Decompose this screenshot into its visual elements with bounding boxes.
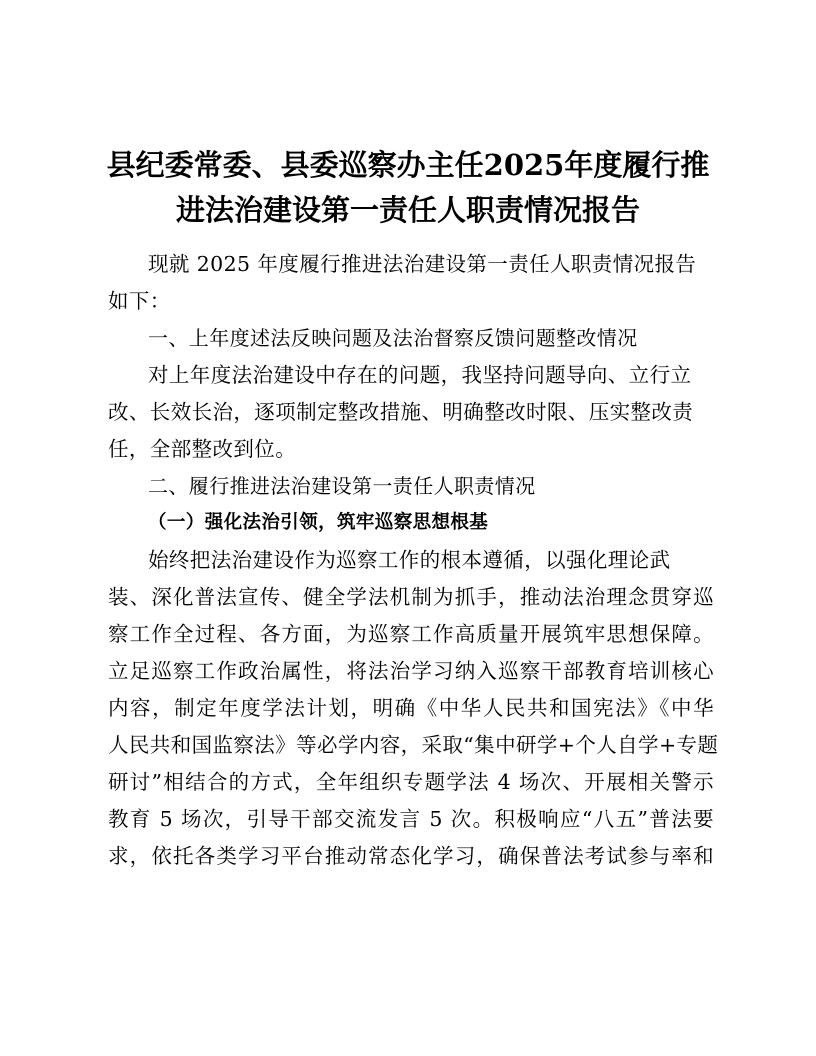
subsection-1-body-line-2: 装、深化普法宣传、健全学法机制为抓手，推动法治理念贯穿巡: [108, 585, 714, 609]
intro-line-2: 如下：: [108, 289, 171, 313]
subsection-1-body-line-4: 立足巡察工作政治属性，将法治学习纳入巡察干部教育培训核心: [108, 659, 714, 683]
subsection-1-body-line-3: 察工作全过程、各方面，为巡察工作高质量开展筑牢思想保障。: [108, 622, 714, 646]
intro-line-1: 现就 2025 年度履行推进法治建设第一责任人职责情况报告: [148, 252, 697, 276]
section-1-body-line-2: 改、长效长治，逐项制定整改措施、明确整改时限、压实整改责: [108, 400, 694, 424]
subsection-1-body-line-1: 始终把法治建设作为巡察工作的根本遵循，以强化理论武: [148, 548, 671, 572]
subsection-1-body-line-5: 内容，制定年度学法计划，明确《中华人民共和国宪法》《中华: [108, 696, 714, 720]
subsection-1-body-line-6: 人民共和国监察法》等必学内容，采取“集中研学+个人自学+专题: [108, 733, 719, 757]
subsection-1-body-line-9: 求，依托各类学习平台推动常态化学习，确保普法考试参与率和: [108, 844, 714, 868]
section-1-body-line-1: 对上年度法治建设中存在的问题，我坚持问题导向、立行立: [148, 363, 692, 387]
section-2-heading: 二、履行推进法治建设第一责任人职责情况: [148, 474, 536, 498]
subsection-1-heading: （一）强化法治引领，筑牢巡察思想根基: [148, 512, 489, 533]
section-1-body-line-3: 任，全部整改到位。: [108, 437, 297, 461]
subsection-1-body-line-7: 研讨”相结合的方式，全年组织专题学法 4 场次、开展相关警示: [108, 770, 714, 794]
document-title-line-1: 县纪委常委、县委巡察办主任2025年度履行推: [106, 148, 710, 182]
document-title-line-2: 进法治建设第一责任人职责情况报告: [175, 193, 640, 227]
section-1-heading: 一、上年度述法反映问题及法治督察反馈问题整改情况: [148, 326, 638, 350]
subsection-1-body-line-8: 教育 5 场次，引导干部交流发言 5 次。积极响应“八五”普法要: [108, 807, 714, 831]
